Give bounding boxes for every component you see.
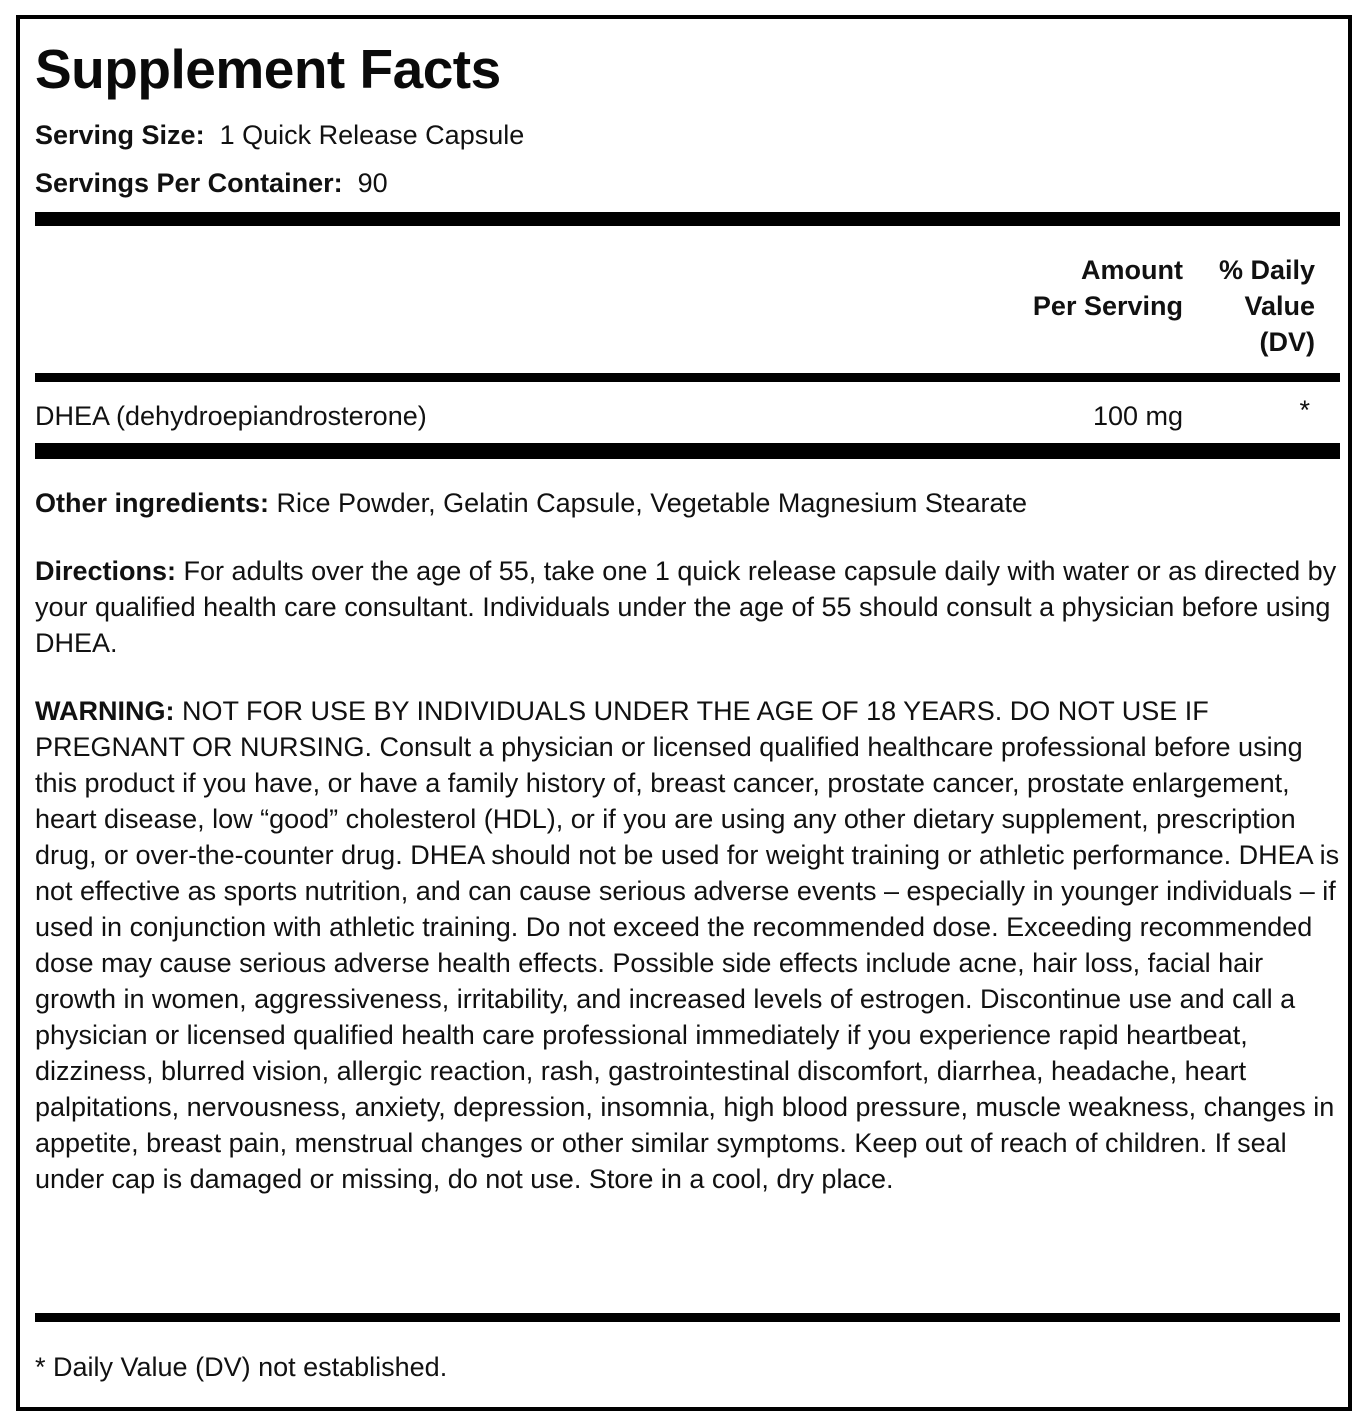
other-ingredients-text: Rice Powder, Gelatin Capsule, Vegetable Magnesium Stearate xyxy=(276,488,1027,518)
daily-value-header xyxy=(1195,252,1315,360)
medium-divider xyxy=(35,1313,1340,1322)
thick-divider xyxy=(35,443,1340,459)
thick-divider xyxy=(35,212,1340,226)
servings-per-container-label: Servings Per Container: xyxy=(35,168,343,198)
ingredient-amount: 100 mg xyxy=(1092,401,1183,431)
amount-per-serving-header xyxy=(923,252,1183,324)
amount-header-line-2: Per Serving xyxy=(1032,291,1183,321)
amount-header-line-1: Amount xyxy=(1081,255,1183,285)
dv-header-line-2: Value xyxy=(1244,291,1315,321)
medium-divider xyxy=(35,373,1340,382)
warning-label: WARNING: xyxy=(35,696,175,726)
serving-size-label: Serving Size: xyxy=(35,120,205,150)
dv-header-line-3: (DV) xyxy=(1259,327,1315,357)
supplement-facts-panel xyxy=(16,15,1352,1411)
servings-per-container-value: 90 xyxy=(357,168,388,198)
dv-header-line-1: % Daily xyxy=(1218,255,1315,285)
other-ingredients-label: Other ingredients: xyxy=(35,488,270,518)
other-ingredients xyxy=(35,485,1340,521)
directions-label: Directions: xyxy=(35,556,177,586)
daily-value-footnote: * Daily Value (DV) not established. xyxy=(35,1352,448,1382)
serving-size-value: 1 Quick Release Capsule xyxy=(219,120,525,150)
ingredient-name: DHEA (dehydroepiandrosterone) xyxy=(35,401,427,431)
serving-size xyxy=(35,118,524,152)
directions xyxy=(35,553,1340,661)
directions-text: For adults over the age of 55, take one 1 quick release capsule daily with water or as directed by your qualified health care consultant. Individuals under the age of 55 should consult a physician before using DHEA. xyxy=(35,556,1337,658)
warning xyxy=(35,693,1340,1197)
table-row xyxy=(35,396,1340,436)
warning-text: NOT FOR USE BY INDIVIDUALS UNDER THE AGE OF 18 YEARS. DO NOT USE IF PREGNANT OR NURSING. Consult a physician or licensed qualified healthcare professional before using this product if you have, or have a family history of, breast cancer, prostate cancer, prostate enlargement, heart disease, low “good” cholesterol (HDL), or if you are using any other dietary supplement, prescription drug, or over-the-counter drug. DHEA should not be used for weight training or athletic performance. DHEA is not effective as sports nutrition, and can cause serious adverse events – especially in younger individuals – if used in conjunction with athletic training. Do not exceed the recommended dose. Exceeding recommended dose may cause serious adverse health effects. Possible side effects include acne, hair loss, facial hair growth in women, aggressiveness, irritability, and increased levels of estrogen. Discontinue use and call a physician or licensed qualified health care professional immediately if you experience rapid heartbeat, dizziness, blurred vision, allergic reaction, rash, gastrointestinal discomfort, diarrhea, headache, heart palpitations, nervousness, anxiety, depression, insomnia, high blood pressure, muscle weakness, changes in appetite, breast pain, menstrual changes or other similar symptoms. Keep out of reach of children. If seal under cap is damaged or missing, do not use. Store in a cool, dry place. xyxy=(35,696,1340,1194)
ingredient-daily-value: * xyxy=(1299,395,1310,425)
servings-per-container xyxy=(35,166,388,200)
panel-title: Supplement Facts xyxy=(35,38,501,100)
